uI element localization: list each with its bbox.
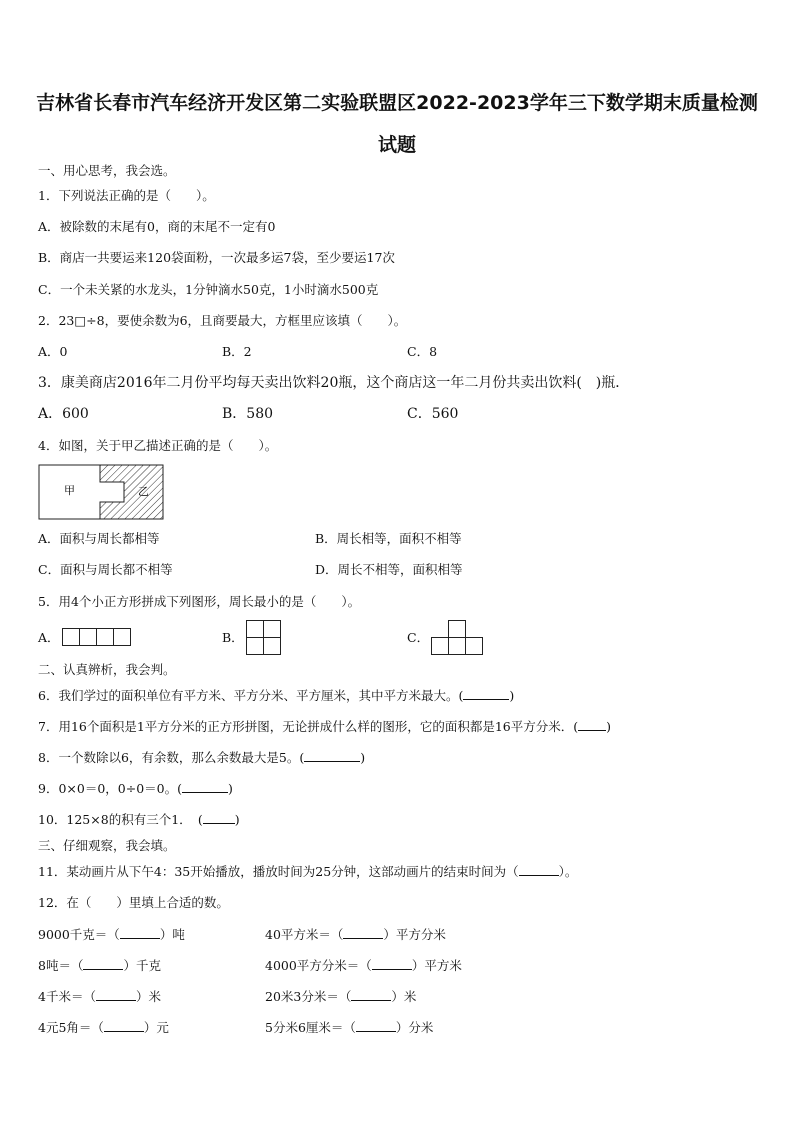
- q4-option-a: A．面积与周长都相等: [38, 531, 160, 546]
- q12-item-1-blank[interactable]: [120, 927, 160, 939]
- q7-text: 7．用16个面积是1平方分米的正方形拼图，无论拼成什么样的图形，它的面积都是16平方分米．(: [38, 719, 579, 734]
- q9-text: 9．0×0＝0，0÷0＝0。(: [38, 781, 182, 796]
- q12-item-2: [265, 927, 446, 943]
- q12-item-4-pre: 4000平方分米＝（: [265, 958, 372, 973]
- title-line-1: 吉林省长春市汽车经济开发区第二实验联盟区2022-2023学年三下数学期末质量检测: [36, 92, 758, 114]
- q9: [38, 781, 233, 797]
- q12-item-4: [265, 958, 462, 974]
- q9-close-paren: ): [228, 781, 233, 796]
- q12-item-3-blank[interactable]: [83, 958, 123, 970]
- q12-item-5-blank[interactable]: [96, 989, 136, 1001]
- q11: [38, 864, 577, 880]
- q12-item-6: [265, 989, 416, 1005]
- q10-close-paren: ): [234, 812, 240, 827]
- q12-item-6-post: ）米: [391, 989, 417, 1004]
- q10-answer-blank[interactable]: [203, 812, 235, 824]
- q5-option-a-label: A．: [38, 630, 60, 645]
- q3-stem: 3．康美商店2016年二月份平均每天卖出饮料20瓶，这个商店这一年二月份共卖出饮料( )瓶．: [38, 375, 630, 391]
- q12-item-2-post: ）平方分米: [383, 927, 446, 942]
- q5-option-b-label: B．: [222, 630, 244, 645]
- q5-shape-b: [246, 620, 281, 655]
- q6: [38, 688, 514, 704]
- q12-item-2-pre: 40平方米＝（: [265, 927, 344, 942]
- q12-item-3-pre: 8吨＝（: [38, 958, 84, 973]
- section-1-heading: 一、用心思考，我会选。: [38, 163, 176, 178]
- q8-close-paren: ): [360, 750, 366, 765]
- q4-option-c: C．面积与周长都不相等: [38, 562, 173, 577]
- q9-answer-blank[interactable]: [182, 781, 228, 793]
- q12-stem: 12．在（ ）里填上合适的数。: [38, 895, 229, 910]
- q8-text: 8．一个数除以6，有余数，那么余数最大是5。(: [38, 750, 305, 765]
- q5-stem: 5．用4个小正方形拼成下列图形，周长最小的是（ ）。: [38, 594, 361, 609]
- q11-text: 11．某动画片从下午4：35开始播放，播放时间为25分钟，这部动画片的结束时间为（: [38, 864, 519, 879]
- q12-item-8-blank[interactable]: [356, 1020, 396, 1032]
- q12-item-8-post: ）分米: [395, 1020, 434, 1035]
- q12-item-4-blank[interactable]: [372, 958, 412, 970]
- q8-answer-blank[interactable]: [304, 750, 360, 762]
- label-yi: 乙: [138, 485, 149, 498]
- q4-option-b: B．周长相等，面积不相等: [315, 531, 462, 546]
- q12-item-7-blank[interactable]: [104, 1020, 144, 1032]
- q2-option-c: C．8: [407, 344, 438, 359]
- q11-text-end: ）。: [558, 864, 578, 879]
- q7: [38, 719, 611, 735]
- q4-stem: 4．如图，关于甲乙描述正确的是（ ）。: [38, 438, 278, 453]
- q12-item-3-post: ）千克: [123, 958, 161, 973]
- q8: [38, 750, 365, 766]
- q6-close-paren: ): [509, 688, 515, 703]
- q7-answer-blank[interactable]: [578, 719, 606, 731]
- section-3-heading: 三、仔细观察，我会填。: [38, 838, 176, 853]
- q1-stem: 1．下列说法正确的是（ ）。: [38, 188, 215, 203]
- q2-stem: 2．23□÷8，要使余数为6，且商要最大，方框里应该填（ ）。: [38, 313, 407, 328]
- q12-item-7-pre: 4元5角＝（: [38, 1020, 104, 1035]
- q3-option-a: A．600: [38, 406, 89, 422]
- q12-item-5: [38, 989, 161, 1005]
- q5-shape-a: [62, 628, 132, 646]
- q4-figure: [38, 464, 164, 520]
- q5-option-c-label: C．: [407, 630, 430, 645]
- q6-text: 6．我们学过的面积单位有平方米、平方分米、平方厘米，其中平方米最大。(: [38, 688, 464, 703]
- q12-item-6-blank[interactable]: [351, 989, 391, 1001]
- q2-option-b: B．2: [222, 344, 252, 359]
- q2-option-a: A．0: [38, 344, 68, 359]
- q5-shape-c: [431, 620, 483, 655]
- label-jia: 甲: [64, 484, 75, 497]
- title-line-2: 试题: [377, 134, 416, 156]
- q12-item-7-post: ）元: [143, 1020, 169, 1035]
- q1-option-a: A．被除数的末尾有0，商的末尾不一定有0: [38, 219, 276, 234]
- q1-option-c: C．一个未关紧的水龙头，1分钟滴水50克，1小时滴水500克: [38, 282, 379, 297]
- q1-option-b: B．商店一共要运来120袋面粉，一次最多运7袋，至少要运17次: [38, 250, 395, 265]
- q11-answer-blank[interactable]: [519, 864, 559, 876]
- q12-item-5-post: ）米: [135, 989, 161, 1004]
- q10-text: 10．125×8的积有三个1． (: [38, 812, 203, 827]
- q12-item-1-pre: 9000千克＝（: [38, 927, 120, 942]
- q12-item-4-post: ）平方米: [411, 958, 462, 973]
- q10: [38, 812, 240, 828]
- section-2-heading: 二、认真辨析，我会判。: [38, 662, 176, 677]
- q12-item-1: [38, 927, 185, 943]
- q7-close-paren: ): [606, 719, 611, 734]
- q3-option-b: B．580: [222, 406, 274, 422]
- q12-item-8: [265, 1020, 433, 1036]
- q12-item-3: [38, 958, 161, 974]
- q6-answer-blank[interactable]: [463, 688, 509, 700]
- q12-item-7: [38, 1020, 169, 1036]
- q12-item-8-pre: 5分米6厘米＝（: [265, 1020, 356, 1035]
- q12-item-1-post: ）吨: [159, 927, 185, 942]
- q3-option-c: C．560: [407, 406, 459, 422]
- q12-item-5-pre: 4千米＝（: [38, 989, 96, 1004]
- q4-option-d: D．周长不相等，面积相等: [315, 562, 463, 577]
- q12-item-6-pre: 20米3分米＝（: [265, 989, 352, 1004]
- q12-item-2-blank[interactable]: [343, 927, 383, 939]
